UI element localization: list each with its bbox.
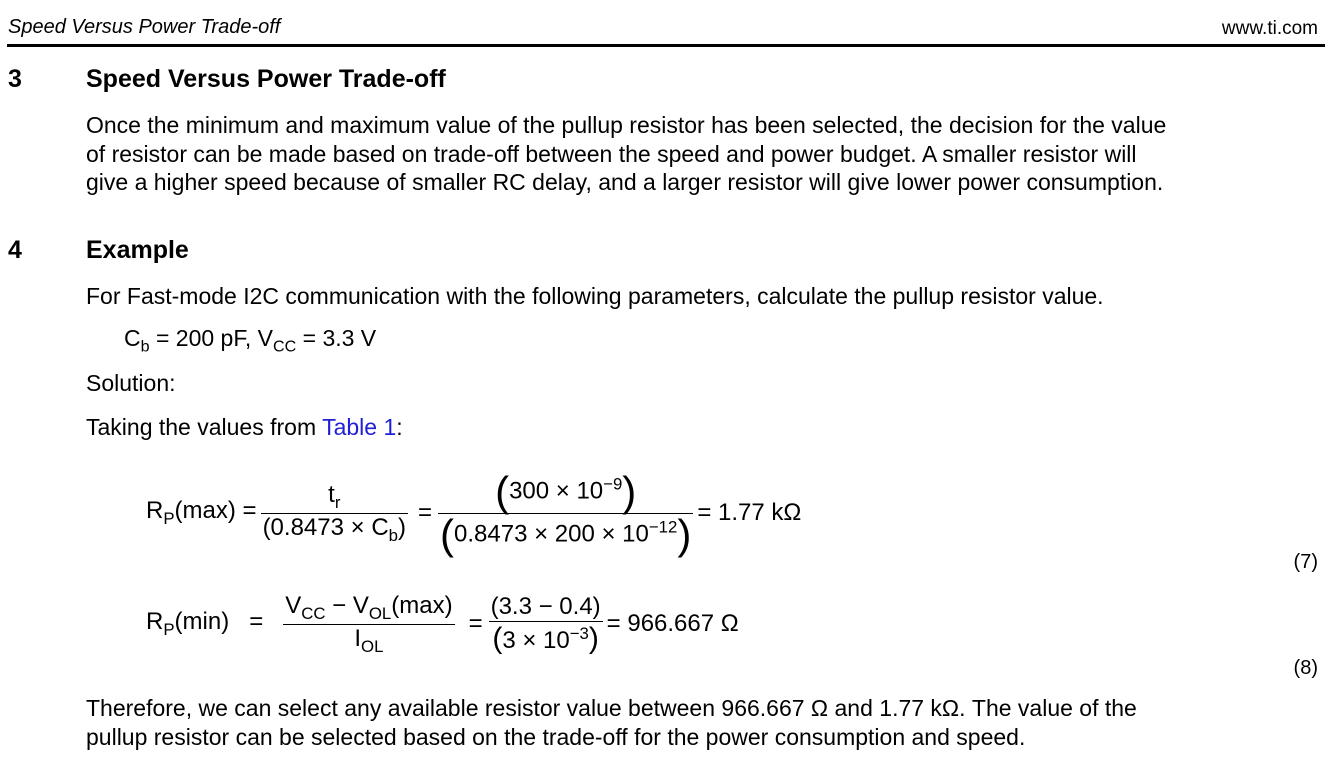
section-3-title: Speed Versus Power Trade-off	[86, 65, 446, 93]
rp-min-lhs: $R_P(\min)$ =	[146, 608, 264, 639]
equation-8	[146, 584, 739, 664]
rp-max-result: = 1.77 kΩ	[697, 499, 802, 526]
voltage-fraction: $\frac{V_{CC} - V_{OL}(\max)}{I_{OL}}$	[285, 591, 453, 656]
numeric-fraction-8: $\frac{(3.3 - 0.4)}{(3 \times 10^{-3})}$	[490, 592, 601, 655]
section-4-number: 4	[8, 236, 22, 264]
equation-7-number: (7)	[1293, 551, 1318, 573]
numeric-fraction-7: $\frac{(300 \times 10^{-9})}{(0.8473 \times 200 \times 10^{-12})}$	[440, 467, 692, 558]
site-link[interactable]: www.ti.com	[1221, 18, 1318, 39]
colon: :	[396, 414, 403, 440]
running-header-title: Speed Versus Power Trade-off	[8, 16, 281, 38]
section-3-number: 3	[8, 65, 22, 93]
section-3-paragraph	[86, 111, 1322, 197]
rp-min-result: = 966.667 Ω	[606, 610, 739, 637]
table-1-link[interactable]: Table 1	[322, 414, 397, 440]
equation-8-number: (8)	[1293, 657, 1318, 679]
paragraph-line: pullup resistor can be selected based on the trade-off for the power consumption and speed.	[86, 723, 1026, 750]
taking-values-text: Taking the values from	[86, 414, 323, 440]
equals-sign: =	[468, 610, 483, 637]
tr-fraction: $\frac{t_r}{(0.8473 \times C_b)}$	[262, 480, 406, 545]
example-intro: For Fast-mode I2C communication with the following parameters, calculate the pullup resistor value.	[86, 283, 1104, 309]
vcc-value: = 3.3 V	[296, 325, 377, 351]
paragraph-line: give a higher speed because of smaller RC delay, and a larger resistor will give lower power consumption.	[86, 169, 1164, 195]
taking-values-line	[86, 413, 1322, 442]
paragraph-line: of resistor can be made based on trade-off between the speed and power budget. A smaller resistor will	[86, 140, 1137, 167]
given-parameters	[124, 325, 376, 357]
vcc-subscript: CC	[272, 337, 297, 356]
paragraph-line: Therefore, we can select any available resistor value between 966.667 Ω and 1.77 kΩ. The value of the	[86, 695, 1137, 721]
rp-max-lhs: $R_P(\max)$ =	[146, 497, 257, 528]
cb-subscript: b	[140, 337, 150, 356]
section-4-title: Example	[86, 236, 189, 264]
cb-symbol: C	[124, 325, 141, 351]
equals-sign: =	[418, 499, 433, 526]
equation-7	[146, 448, 801, 578]
cb-value: = 200 pF,	[149, 325, 258, 351]
paragraph-line: Once the minimum and maximum value of the pullup resistor has been selected, the decision for the value	[86, 112, 1167, 138]
vcc-symbol: V	[257, 325, 273, 351]
solution-label: Solution:	[86, 370, 176, 396]
header-rule	[7, 44, 1325, 47]
conclusion-paragraph	[86, 694, 1322, 751]
